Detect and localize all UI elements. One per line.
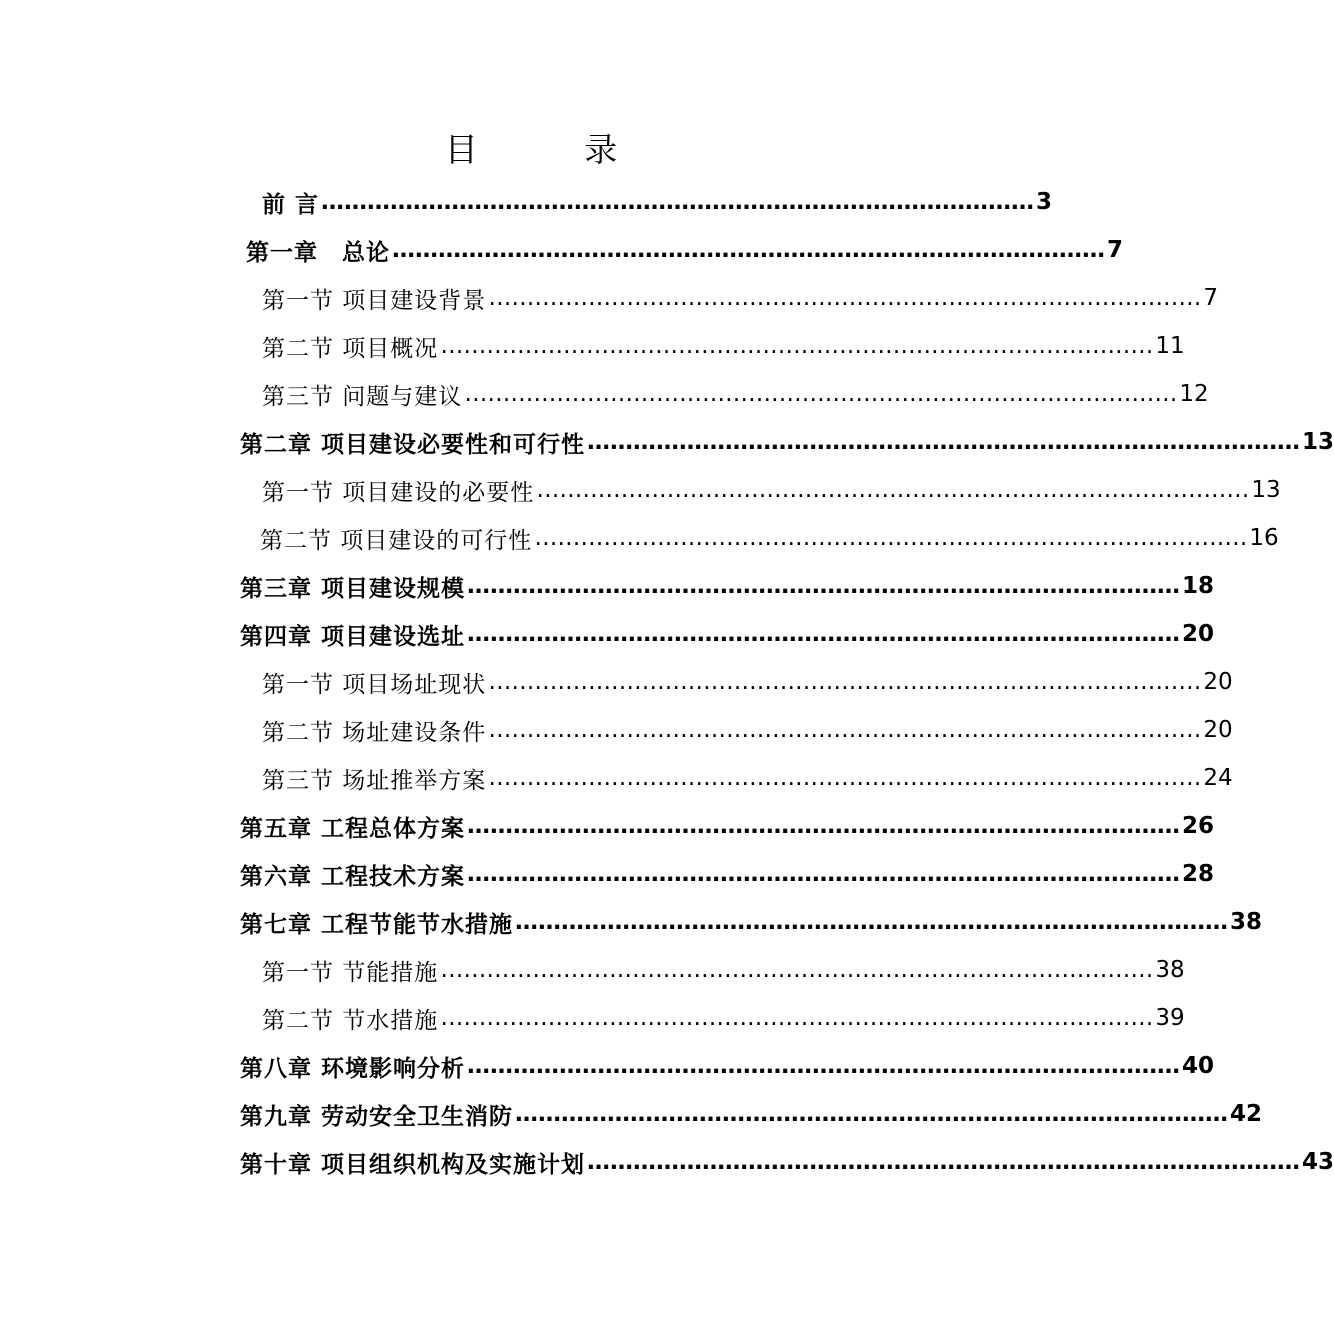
- toc-entry-section-1-1[interactable]: [262, 274, 1218, 322]
- toc-entry-label: 前 言: [262, 191, 320, 218]
- toc-page-number: 38: [1230, 909, 1263, 935]
- toc-dot-leader: …………………………………………………………………………………: [467, 621, 1181, 647]
- toc-entry-chapter-8[interactable]: [240, 1042, 1215, 1090]
- toc-page-number: 11: [1155, 333, 1185, 359]
- toc-page-number: 24: [1203, 765, 1233, 791]
- toc-entry-chapter-5[interactable]: [240, 802, 1215, 850]
- toc-dot-leader: …………………………………………………………………………………: [587, 429, 1301, 455]
- toc-entry-chapter-9[interactable]: [240, 1090, 1263, 1138]
- toc-dot-leader: …………………………………………………………………………………: [488, 285, 1202, 311]
- toc-page-number: 26: [1182, 813, 1215, 839]
- toc-entry-label: 第二节 项目概况: [262, 335, 439, 362]
- toc-entry-section-7-1[interactable]: [262, 946, 1185, 994]
- toc-entry-chapter-10[interactable]: [240, 1138, 1334, 1186]
- toc-dot-leader: …………………………………………………………………………………: [488, 717, 1202, 743]
- toc-page-number: 7: [1107, 237, 1124, 263]
- toc-entry-section-2-2[interactable]: [260, 514, 1279, 562]
- toc-dot-leader: …………………………………………………………………………………: [392, 237, 1105, 263]
- toc-dot-leader: …………………………………………………………………………………: [467, 1053, 1181, 1079]
- toc-entry-label: 第八章 环境影响分析: [240, 1055, 466, 1082]
- toc-entry-label: 第一节 项目建设背景: [262, 287, 487, 314]
- toc-entry-chapter-6[interactable]: [240, 850, 1215, 898]
- toc-page-number: 20: [1203, 717, 1233, 743]
- toc-dot-leader: …………………………………………………………………………………: [464, 381, 1178, 407]
- toc-entry-chapter-2[interactable]: [240, 418, 1334, 466]
- toc-dot-leader: …………………………………………………………………………………: [440, 957, 1154, 983]
- toc-entry-chapter-7[interactable]: [240, 898, 1263, 946]
- toc-entry-label: 第二节 节水措施: [262, 1007, 439, 1034]
- toc-dot-leader: …………………………………………………………………………………: [467, 573, 1181, 599]
- toc-page-number: 28: [1182, 861, 1215, 887]
- toc-entry-section-2-1[interactable]: [262, 466, 1281, 514]
- toc-dot-leader: …………………………………………………………………………………: [587, 1149, 1301, 1175]
- toc-dot-leader: …………………………………………………………………………………: [440, 333, 1154, 359]
- toc-entry-label: 第一章 总论: [246, 239, 390, 266]
- toc-page-number: 16: [1249, 525, 1279, 551]
- toc-page-number: 40: [1182, 1053, 1215, 1079]
- toc-entry-section-1-2[interactable]: [262, 322, 1185, 370]
- toc-entry-section-7-2[interactable]: [262, 994, 1185, 1042]
- toc-entry-preface[interactable]: [262, 178, 1053, 226]
- toc-entry-chapter-3[interactable]: [240, 562, 1215, 610]
- toc-dot-leader: …………………………………………………………………………………: [488, 765, 1202, 791]
- toc-page-number: 12: [1179, 381, 1209, 407]
- toc-page-number: 38: [1155, 957, 1185, 983]
- toc-dot-leader: …………………………………………………………………………………: [321, 189, 1035, 215]
- toc-entry-label: 第二节 场址建设条件: [262, 719, 487, 746]
- toc-entry-label: 第六章 工程技术方案: [240, 863, 466, 890]
- toc-page-number: 39: [1155, 1005, 1185, 1031]
- toc-entry-label: 第三节 问题与建议: [262, 383, 463, 410]
- toc-dot-leader: …………………………………………………………………………………: [534, 525, 1248, 551]
- toc-dot-leader: …………………………………………………………………………………: [536, 477, 1250, 503]
- toc-entry-label: 第二节 项目建设的可行性: [260, 527, 533, 554]
- toc-page-number: 13: [1251, 477, 1281, 503]
- toc-entry-chapter-1[interactable]: [246, 226, 1124, 274]
- toc-dot-leader: …………………………………………………………………………………: [488, 669, 1202, 695]
- toc-dot-leader: …………………………………………………………………………………: [440, 1005, 1154, 1031]
- toc-page-number: 20: [1182, 621, 1215, 647]
- toc-entry-label: 第三节 场址推举方案: [262, 767, 487, 794]
- toc-entry-section-4-1[interactable]: [262, 658, 1233, 706]
- toc-page-number: 3: [1036, 189, 1053, 215]
- toc-dot-leader: …………………………………………………………………………………: [467, 861, 1181, 887]
- toc-entry-label: 第四章 项目建设选址: [240, 623, 466, 650]
- toc-page-number: 13: [1302, 429, 1334, 455]
- toc-page-number: 18: [1182, 573, 1215, 599]
- toc-page-number: 20: [1203, 669, 1233, 695]
- toc-entry-label: 第一节 节能措施: [262, 959, 439, 986]
- toc-entry-label: 第一节 项目建设的必要性: [262, 479, 535, 506]
- toc-page-number: 42: [1230, 1101, 1263, 1127]
- toc-entry-section-4-3[interactable]: [262, 754, 1233, 802]
- toc-entry-section-4-2[interactable]: [262, 706, 1233, 754]
- toc-entry-label: 第九章 劳动安全卫生消防: [240, 1103, 514, 1130]
- toc-entry-chapter-4[interactable]: [240, 610, 1215, 658]
- toc-entry-label: 第五章 工程总体方案: [240, 815, 466, 842]
- page-title: 目 录: [444, 130, 666, 169]
- toc-dot-leader: …………………………………………………………………………………: [515, 909, 1229, 935]
- toc-entry-label: 第一节 项目场址现状: [262, 671, 487, 698]
- toc-entry-label: 第七章 工程节能节水措施: [240, 911, 514, 938]
- toc-entry-label: 第三章 项目建设规模: [240, 575, 466, 602]
- toc-dot-leader: …………………………………………………………………………………: [515, 1101, 1229, 1127]
- toc-entry-label: 第十章 项目组织机构及实施计划: [240, 1151, 586, 1178]
- toc-entry-section-1-3[interactable]: [262, 370, 1209, 418]
- toc-dot-leader: …………………………………………………………………………………: [467, 813, 1181, 839]
- toc-page-number: 43: [1302, 1149, 1334, 1175]
- toc-page-number: 7: [1203, 285, 1218, 311]
- toc-entry-label: 第二章 项目建设必要性和可行性: [240, 431, 586, 458]
